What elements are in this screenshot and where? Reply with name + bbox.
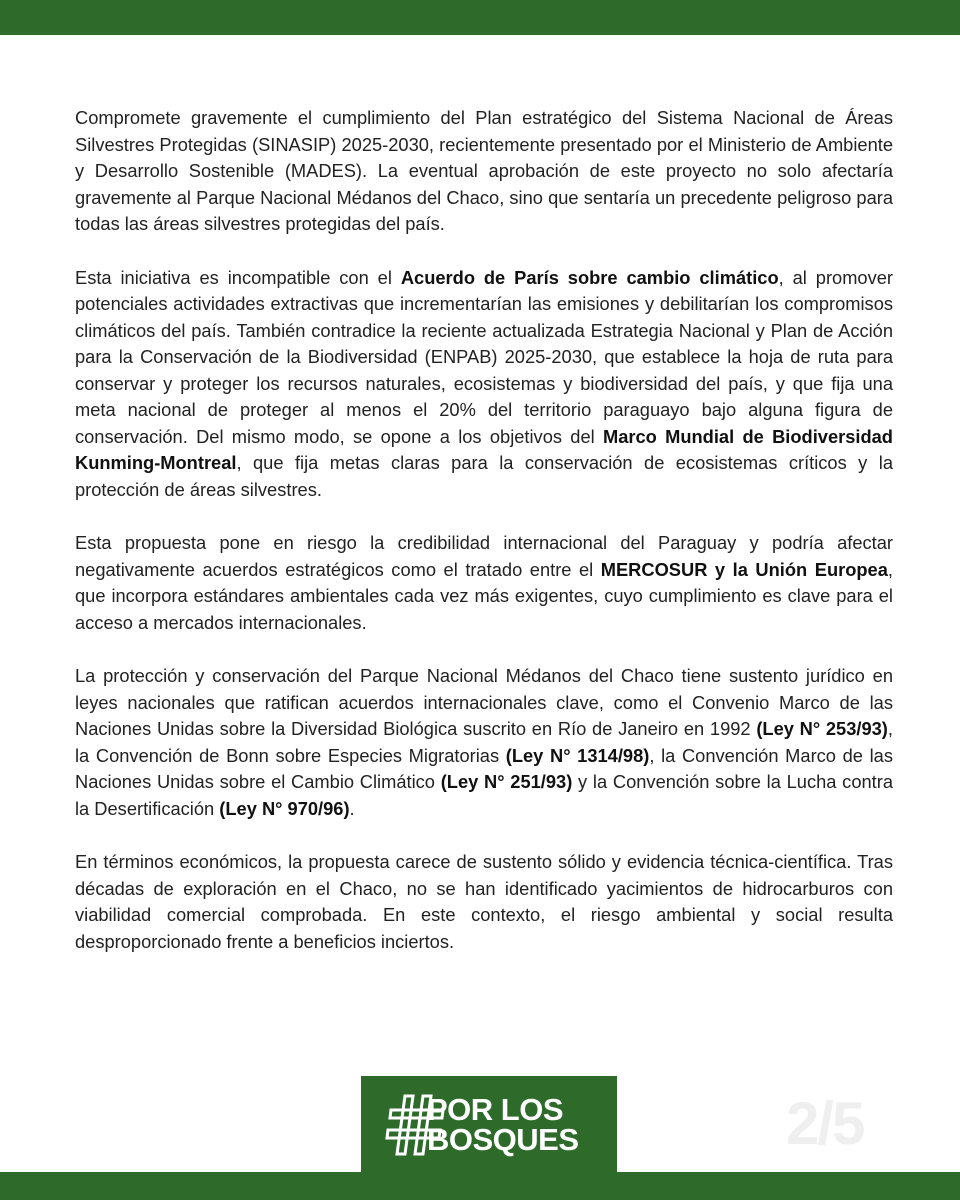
paragraph bbox=[75, 663, 893, 822]
page-indicator: 2/5 bbox=[786, 1090, 864, 1157]
text-run: y la Convención sobre la Lucha contra la Desertificación bbox=[75, 771, 893, 819]
bold-text: Acuerdo de París sobre cambio climático bbox=[400, 266, 779, 288]
text-run: En términos económicos, la propuesta carece de sustento sólido y evidencia técnica-científica. Tras décadas de exploración en el Chaco, no se han identificado yacimientos de hidrocarburos con viabilidad comercial comprobada. En este contexto, el riesgo ambiental y social resulta desproporcionado frente a beneficios inciertos. bbox=[75, 851, 893, 952]
document-body bbox=[75, 105, 893, 982]
bold-text: (Ley N° 970/96) bbox=[219, 797, 350, 819]
bold-text: (Ley N° 251/93) bbox=[440, 771, 573, 792]
text-run: Esta iniciativa es incompatible con el bbox=[75, 266, 401, 288]
logo-line-2: BOSQUES bbox=[427, 1122, 579, 1157]
text-run: Compromete gravemente el cumplimiento del Plan estratégico del Sistema Nacional de Áreas Silvestres Protegidas (SINASIP) 2025-2030, recientemente presentado por el Ministerio de Ambiente y Desarrollo Sostenible (MADES). La eventual aprobación de este proyecto no solo afectaría gravemente al Parque Nacional Médanos del Chaco, sino que sentaría un precedente peligroso para todas las áreas silvestres protegidas del país. bbox=[75, 107, 893, 234]
text-run: Esta propuesta pone en riesgo la credibilidad internacional del Paraguay y podría afectar negativamente acuerdos estratégicos como el tratado entre el bbox=[75, 532, 893, 580]
text-run: La protección y conservación del Parque Nacional Médanos del Chaco tiene sustento jurídico en leyes nacionales que ratifican acuerdos internacionales clave, como el Convenio Marco de las Naciones Unidas sobre la Diversidad Biológica suscrito en Río de Janeiro en 1992 bbox=[75, 665, 893, 739]
bold-text: (Ley N° 1314/98) bbox=[505, 744, 650, 766]
text-run: , la Convención Marco de las Naciones Unidas sobre el Cambio Climático bbox=[75, 744, 893, 792]
text-run: , la Convención de Bonn sobre Especies Migratorias bbox=[75, 718, 893, 766]
logo-text bbox=[427, 1092, 579, 1157]
por-los-bosques-logo bbox=[361, 1076, 617, 1173]
bold-text: Marco Mundial de Biodiversidad Kunming-Montreal bbox=[75, 425, 893, 473]
text-run: . bbox=[349, 797, 355, 819]
top-green-bar bbox=[0, 0, 960, 35]
text-run: , que fija metas claras para la conservación de ecosistemas críticos y la protección de áreas silvestres. bbox=[75, 452, 893, 500]
bottom-green-bar bbox=[0, 1172, 960, 1200]
logo-line-1: POR LOS bbox=[427, 1092, 564, 1127]
bold-text: (Ley N° 253/93) bbox=[756, 718, 888, 739]
paragraph bbox=[75, 265, 893, 504]
bold-text: MERCOSUR y la Unión Europea bbox=[600, 558, 888, 580]
text-run: , que incorpora estándares ambientales cada vez más exigentes, cuyo cumplimiento es clave para el acceso a mercados internacionales. bbox=[75, 558, 893, 633]
paragraph bbox=[75, 105, 893, 238]
paragraph bbox=[75, 849, 893, 955]
text-run: , al promover potenciales actividades extractivas que incrementarían las emisiones y debilitarían los compromisos climáticos del país. También contradice la reciente actualizada Estrategia Nacional y Plan de Acción para la Conservación de la Biodiversidad (ENPAB) 2025-2030, que establece la hoja de ruta para conservar y proteger los recursos naturales, ecosistemas y biodiversidad del país, y que fija una meta nacional de proteger al menos el 20% del territorio paraguayo bajo alguna figura de conservación. Del mismo modo, se opone a los objetivos del bbox=[75, 266, 893, 447]
paragraph bbox=[75, 530, 893, 636]
